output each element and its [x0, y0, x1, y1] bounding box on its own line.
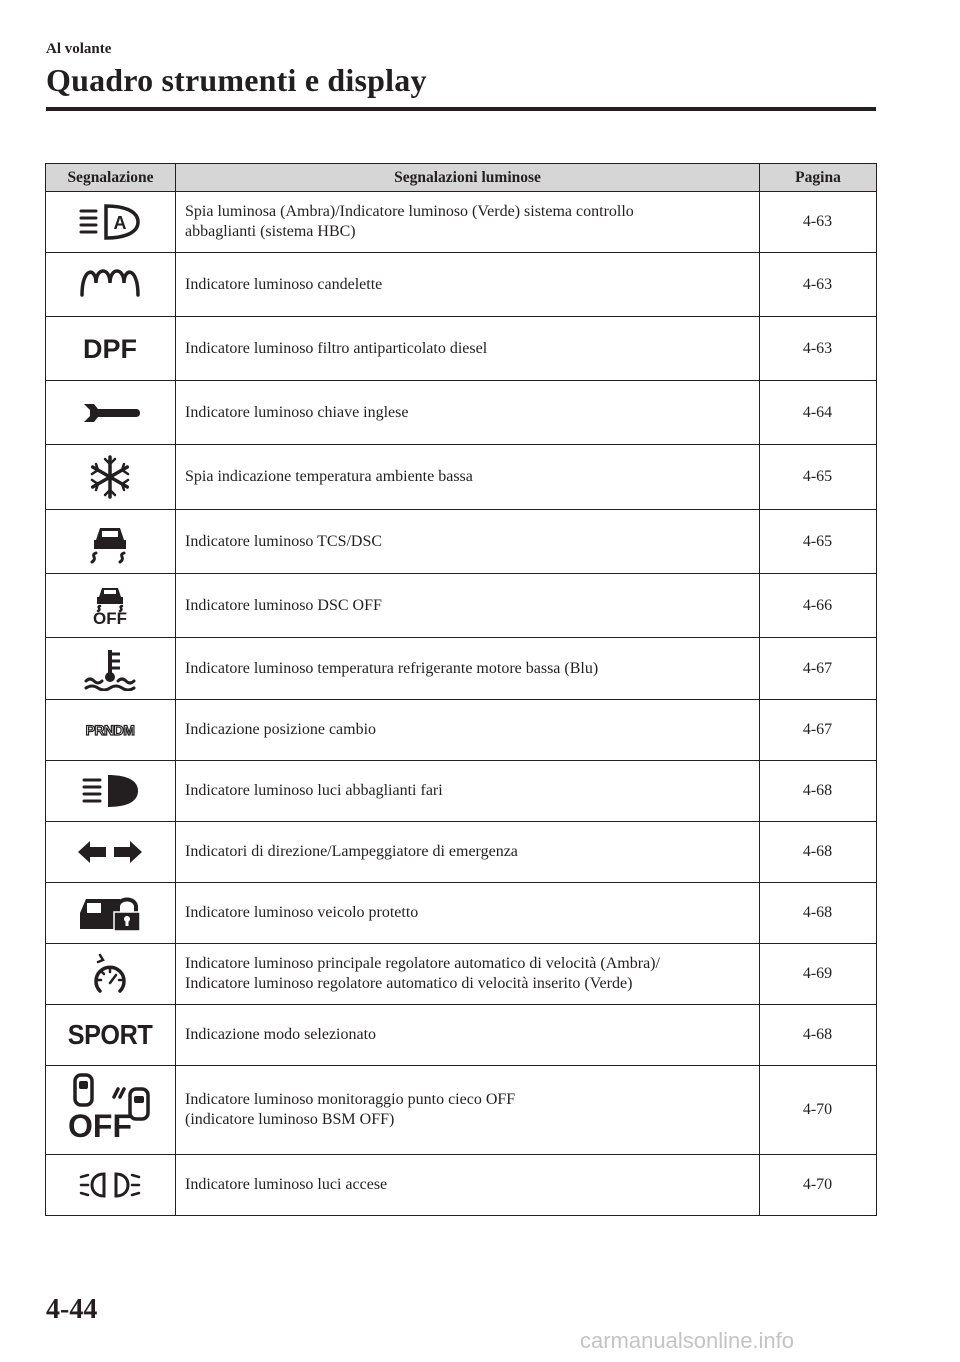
description-cell [176, 638, 760, 700]
page-cell: 4-68 [760, 822, 877, 883]
icon-cell [46, 445, 176, 510]
description-cell [176, 700, 760, 761]
dsc-off-icon-text: OFF [93, 608, 127, 628]
high-beam-control-icon [76, 200, 144, 244]
description-line: Indicatore luminoso TCS/DSC [185, 532, 383, 550]
wrench-icon [76, 391, 144, 435]
table-row [46, 944, 877, 1005]
table-row [46, 253, 877, 317]
description-line: Indicatore luminoso regolatore automatico di velocità inserito (Verde) [185, 975, 633, 992]
icon-cell [46, 574, 176, 638]
icon-cell [46, 883, 176, 944]
header-description: Segnalazioni luminose [176, 164, 760, 192]
icon-cell [46, 192, 176, 253]
icon-cell [46, 1066, 176, 1155]
description-line: Indicatore luminoso chiave inglese [185, 403, 409, 421]
description-line: Indicatore luminoso monitoraggio punto cieco OFF [185, 1091, 516, 1108]
page-cell: 4-70 [760, 1066, 877, 1155]
turn-signal-icon [76, 830, 144, 874]
sport-mode-icon [60, 1013, 160, 1057]
page-cell: 4-67 [760, 638, 877, 700]
tcs-dsc-icon [76, 520, 144, 564]
title-rule [46, 107, 876, 111]
coolant-temp-icon [76, 647, 144, 691]
icon-cell [46, 1155, 176, 1216]
section-label: Al volante [46, 41, 112, 57]
gear-position-icon [76, 708, 144, 752]
header-signal: Segnalazione [46, 164, 176, 192]
table-row [46, 883, 877, 944]
svg-text:A: A [113, 213, 127, 233]
table-row [46, 1155, 877, 1216]
description-line: (indicatore luminoso BSM OFF) [185, 1111, 395, 1128]
description-cell [176, 381, 760, 445]
icon-cell [46, 1005, 176, 1066]
indicator-table [45, 163, 877, 1216]
lights-on-icon [76, 1163, 144, 1207]
icon-cell [46, 944, 176, 1005]
description-line: Indicatore luminoso veicolo protetto [185, 904, 419, 921]
page-cell: 4-63 [760, 253, 877, 317]
table-row [46, 761, 877, 822]
page-cell: 4-63 [760, 317, 877, 381]
page-cell: 4-65 [760, 445, 877, 510]
description-cell [176, 510, 760, 574]
header-page: Pagina [760, 164, 877, 192]
table-row [46, 700, 877, 761]
description-cell [176, 445, 760, 510]
watermark: carmanualsonline.info [580, 1328, 795, 1353]
description-cell [176, 574, 760, 638]
page-title: Quadro strumenti e display [46, 62, 427, 98]
description-cell [176, 1066, 760, 1155]
description-line: Indicatore luminoso filtro antiparticolato diesel [185, 339, 488, 357]
table-row [46, 510, 877, 574]
table-row [46, 381, 877, 445]
table-row [46, 1066, 877, 1155]
description-line: Indicatore luminoso temperatura refrigerante motore bassa (Blu) [185, 659, 599, 677]
description-cell [176, 1155, 760, 1216]
description-cell [176, 822, 760, 883]
description-cell [176, 883, 760, 944]
description-cell [176, 944, 760, 1005]
page-cell: 4-63 [760, 192, 877, 253]
description-line: Indicatore luminoso candelette [185, 275, 383, 293]
page-cell: 4-66 [760, 574, 877, 638]
icon-cell [46, 381, 176, 445]
dpf-icon [76, 327, 144, 371]
icon-cell [46, 253, 176, 317]
icon-cell [46, 822, 176, 883]
page-cell: 4-69 [760, 944, 877, 1005]
table-header-row [46, 164, 877, 192]
description-line: Indicatori di direzione/Lampeggiatore di emergenza [185, 843, 518, 860]
page-number: 4-44 [46, 1294, 98, 1325]
description-line: Indicatore luminoso principale regolatore automatico di velocità (Ambra)/ [185, 955, 660, 972]
table-row [46, 317, 877, 381]
description-line: Spia indicazione temperatura ambiente bassa [185, 468, 473, 485]
icon-cell [46, 700, 176, 761]
security-lock-icon [76, 891, 144, 935]
icon-cell [46, 317, 176, 381]
dsc-off-icon [76, 584, 144, 628]
snowflake-icon [76, 455, 144, 499]
page-cell: 4-65 [760, 510, 877, 574]
page-cell: 4-68 [760, 761, 877, 822]
cruise-control-icon [76, 952, 144, 996]
table-row [46, 445, 877, 510]
description-cell [176, 317, 760, 381]
gear-position-icon-text: PRNDM [85, 722, 135, 738]
description-line: Indicatore luminoso luci abbaglianti fari [185, 782, 443, 799]
glow-plug-icon [76, 263, 144, 307]
bsm-off-icon [62, 1073, 158, 1147]
description-line: Indicatore luminoso luci accese [185, 1176, 388, 1193]
description-line: Indicatore luminoso DSC OFF [185, 596, 382, 614]
description-line: Indicazione modo selezionato [185, 1026, 377, 1043]
table-row [46, 638, 877, 700]
table-row [46, 574, 877, 638]
description-cell [176, 1005, 760, 1066]
page-cell: 4-70 [760, 1155, 877, 1216]
description-line: Indicazione posizione cambio [185, 721, 377, 738]
page-cell: 4-64 [760, 381, 877, 445]
table-row [46, 1005, 877, 1066]
icon-cell [46, 761, 176, 822]
description-line: Spia luminosa (Ambra)/Indicatore luminoso (Verde) sistema controllo [185, 203, 634, 220]
table-row [46, 192, 877, 253]
description-line: abbaglianti (sistema HBC) [185, 223, 356, 240]
page-cell: 4-68 [760, 1005, 877, 1066]
page-cell: 4-67 [760, 700, 877, 761]
description-cell [176, 253, 760, 317]
icon-cell [46, 510, 176, 574]
icon-cell [46, 638, 176, 700]
description-cell [176, 761, 760, 822]
dpf-icon-text: DPF [83, 333, 137, 364]
page-cell: 4-68 [760, 883, 877, 944]
sport-mode-icon-text: SPORT [67, 1019, 153, 1050]
bsm-off-icon-text: OFF [68, 1108, 132, 1144]
table-row [46, 822, 877, 883]
high-beam-icon [76, 769, 144, 813]
description-cell [176, 192, 760, 253]
